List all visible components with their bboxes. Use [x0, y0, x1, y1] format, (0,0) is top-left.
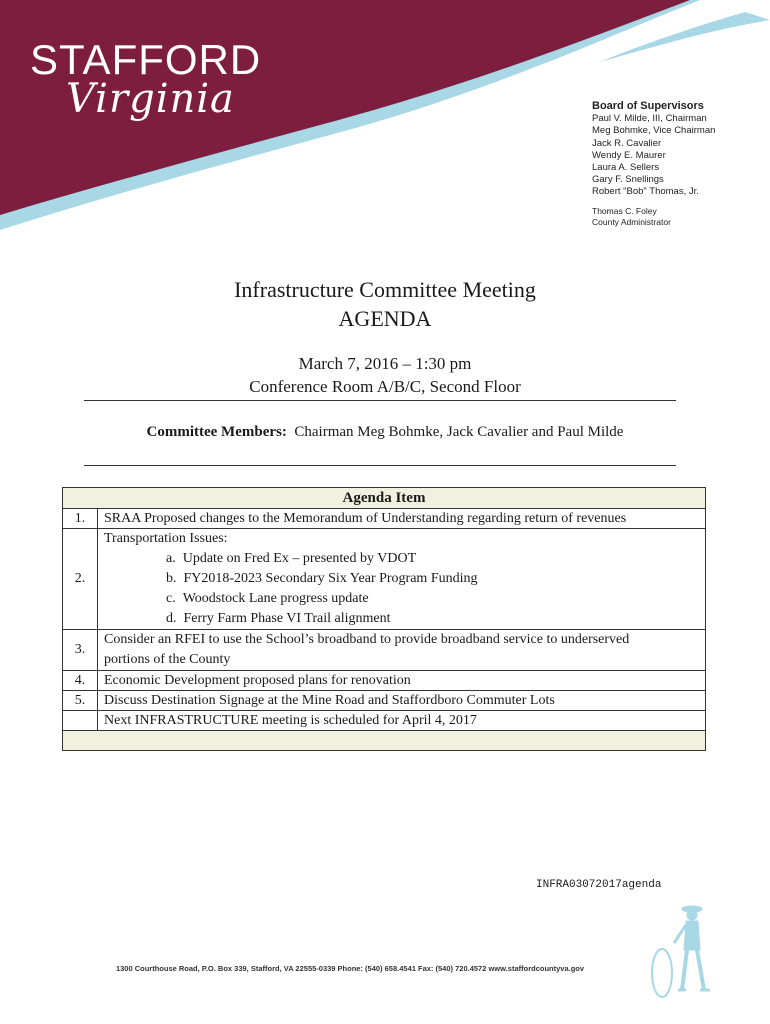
- admin-name: Thomas C. Foley: [592, 205, 657, 216]
- table-row: [63, 671, 706, 691]
- county-administrator: [592, 206, 715, 228]
- board-member: Jack R. Cavalier: [592, 137, 662, 149]
- sub-item-label: b.: [166, 571, 177, 586]
- item-number: 2.: [63, 529, 98, 630]
- item-heading: Transportation Issues:: [104, 531, 228, 546]
- logo-virginia: Virginia: [66, 76, 235, 122]
- sub-item: [104, 549, 699, 569]
- sub-item-text: Woodstock Lane progress update: [182, 591, 369, 606]
- table-row: [63, 691, 706, 711]
- sub-item-text: FY2018-2023 Secondary Six Year Program Funding: [183, 571, 478, 586]
- board-title: Board of Supervisors: [592, 100, 704, 112]
- sub-item-text: Update on Fred Ex – presented by VDOT: [182, 551, 417, 566]
- item-text: Discuss Destination Signage at the Mine Road and Staffordboro Commuter Lots: [98, 691, 706, 711]
- board-member: Robert "Bob" Thomas, Jr.: [592, 186, 699, 198]
- divider: [84, 400, 676, 401]
- item-number: 5.: [63, 691, 98, 711]
- item-text-line: portions of the County: [104, 652, 231, 667]
- logo-stafford: STAFFORD: [30, 36, 262, 83]
- meeting-location: Conference Room A/B/C, Second Floor: [249, 377, 521, 396]
- sub-item-label: a.: [166, 551, 176, 566]
- table-row: [63, 529, 706, 630]
- item-text: [98, 630, 706, 671]
- table-row: [63, 731, 706, 751]
- item-number: 4.: [63, 671, 98, 691]
- sub-item-label: c.: [166, 591, 176, 606]
- table-row: [63, 509, 706, 529]
- sub-item: [104, 589, 699, 609]
- board-member: Paul V. Milde, III, Chairman: [592, 113, 707, 125]
- meeting-date-time: March 7, 2016 – 1:30 pm: [298, 354, 472, 373]
- members-list: Chairman Meg Bohmke, Jack Cavalier and Paul Milde: [294, 424, 624, 440]
- sub-item: [104, 569, 699, 589]
- admin-title: County Administrator: [592, 216, 671, 227]
- divider: [84, 465, 676, 466]
- board-member: Meg Bohmke, Vice Chairman: [592, 125, 716, 137]
- file-reference: INFRA03072017agenda: [536, 879, 662, 891]
- agenda-table: [62, 487, 706, 751]
- board-of-supervisors: [592, 100, 715, 228]
- item-number: [63, 711, 98, 731]
- board-member: Gary F. Snellings: [592, 174, 664, 186]
- table-row: [63, 711, 706, 731]
- board-member: Wendy E. Maurer: [592, 149, 666, 161]
- table-row: [63, 488, 706, 509]
- item-number: 1.: [63, 509, 98, 529]
- figure-with-hoop-icon: [640, 895, 720, 1005]
- members-label: Committee Members:: [146, 424, 287, 440]
- table-footer-row: [63, 731, 706, 751]
- board-member: Laura A. Sellers: [592, 162, 660, 174]
- next-meeting: Next INFRASTRUCTURE meeting is scheduled for April 4, 2017: [98, 711, 706, 731]
- sub-item-text: Ferry Farm Phase VI Trail alignment: [183, 611, 391, 626]
- footer-address: 1300 Courthouse Road, P.O. Box 339, Stafford, VA 22555-0339 Phone: (540) 658.4541 Fax: (540) 720.4572 www.staffordcountyva.gov: [115, 964, 585, 973]
- agenda-heading: AGENDA: [338, 306, 432, 331]
- item-text-line: Consider an RFEI to use the School’s broadband to provide broadband service to underserved: [104, 632, 630, 647]
- item-text: Economic Development proposed plans for renovation: [98, 671, 706, 691]
- item-text: [98, 529, 706, 630]
- table-row: [63, 630, 706, 671]
- agenda-header: Agenda Item: [63, 488, 706, 509]
- item-number: 3.: [63, 630, 98, 671]
- committee-members: [0, 424, 770, 441]
- item-text: SRAA Proposed changes to the Memorandum of Understanding regarding return of revenues: [98, 509, 706, 529]
- sub-item: [104, 609, 699, 629]
- meeting-title: Infrastructure Committee Meeting: [234, 277, 536, 302]
- sub-item-label: d.: [166, 611, 177, 626]
